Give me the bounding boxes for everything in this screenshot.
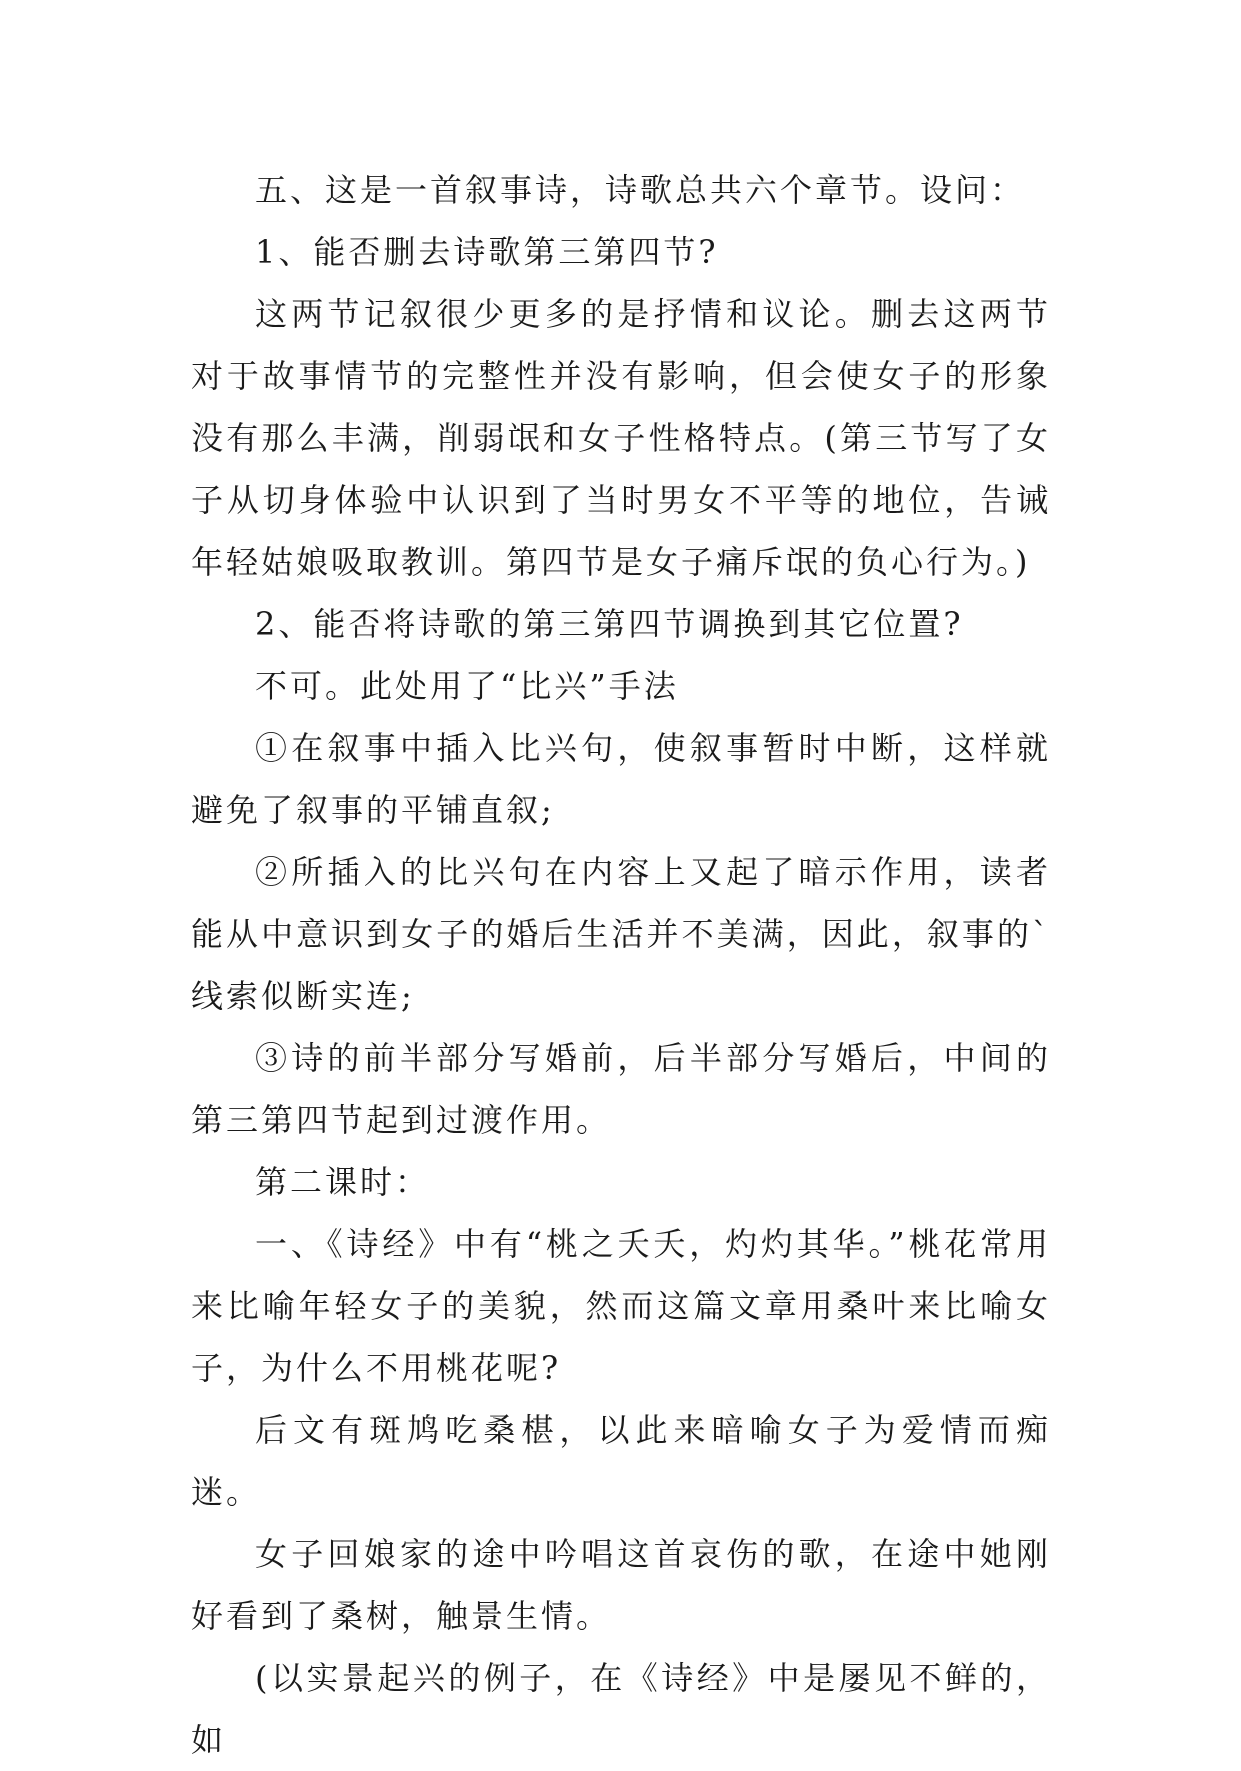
paragraph-question-1: 1、能否删去诗歌第三第四节? <box>255 233 719 271</box>
paragraph-point-2: ②所插入的比兴句在内容上又起了暗示作用，读者能从中意识到女子的婚后生活并不美满，因此，叙事的`线索似断实连; <box>191 853 1051 1015</box>
paragraph-point-3: ③诗的前半部分写婚前，后半部分写婚后，中间的第三第四节起到过渡作用。 <box>191 1039 1051 1139</box>
paragraph-answer-2: 不可。此处用了“比兴”手法 <box>255 667 679 705</box>
paragraph-question-five: 五、这是一首叙事诗，诗歌总共六个章节。设问： <box>255 171 1026 209</box>
section-heading-lesson-2: 第二课时： <box>255 1163 431 1201</box>
document-page <box>191 159 1051 1771</box>
paragraph-answer-1: 这两节记叙很少更多的是抒情和议论。删去这两节对于故事情节的完整性并没有影响，但会使女子的形象没有那么丰满，削弱氓和女子性格特点。(第三节写了女子从切身体验中认识到了当时男女不平等的地位，告诫年轻姑娘吸取教训。第四节是女子痛斥氓的负心行为。) <box>191 295 1051 581</box>
paragraph-point-1: ①在叙事中插入比兴句，使叙事暂时中断，这样就避免了叙事的平铺直叙; <box>191 729 1051 829</box>
paragraph-lesson-2-answer-a: 后文有斑鸠吃桑椹，以此来暗喻女子为爱情而痴迷。 <box>191 1411 1051 1511</box>
paragraph-lesson-2-answer-b: 女子回娘家的途中吟唱这首哀伤的歌，在途中她刚好看到了桑树，触景生情。 <box>191 1535 1051 1635</box>
paragraph-question-2: 2、能否将诗歌的第三第四节调换到其它位置? <box>255 605 964 643</box>
paragraph-lesson-2-question-1: 一、《诗经》中有“桃之夭夭，灼灼其华。”桃花常用来比喻年轻女子的美貌，然而这篇文章用桑叶来比喻女子，为什么不用桃花呢? <box>191 1225 1051 1387</box>
paragraph-lesson-2-note: (以实景起兴的例子，在《诗经》中是屡见不鲜的，如 <box>191 1659 1051 1759</box>
